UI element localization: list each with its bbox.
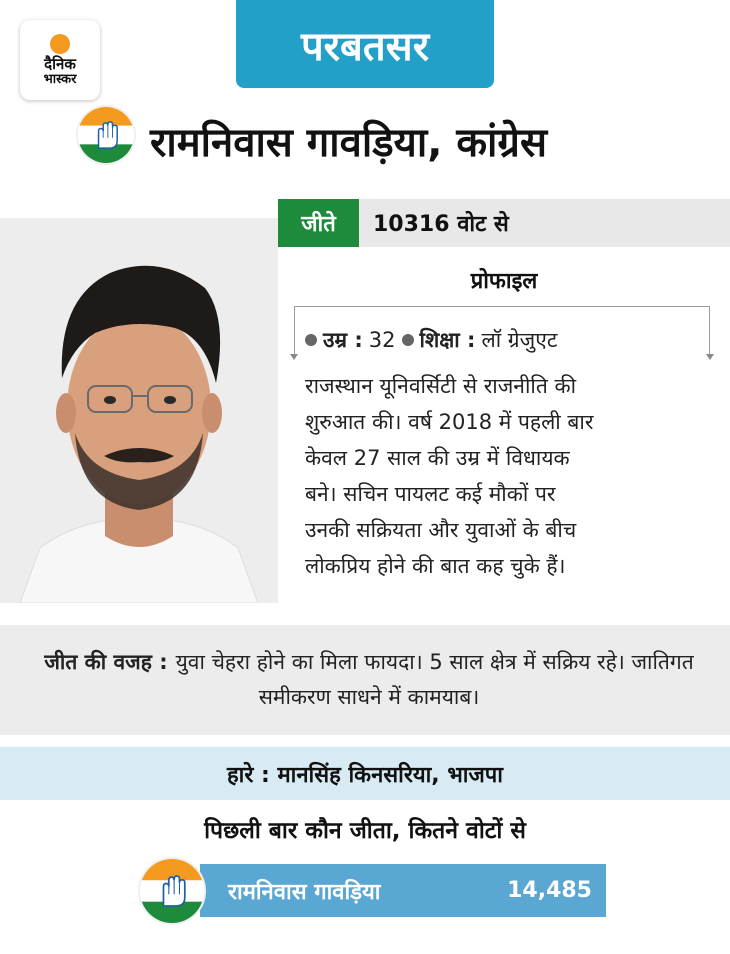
logo-line-1: दैनिक: [44, 54, 76, 73]
profile-heading: प्रोफाइल: [470, 269, 538, 294]
win-margin: 10316 वोट से: [373, 212, 509, 237]
bio-line: लोकप्रिय होने की बात कह चुके हैं।: [305, 554, 566, 578]
previous-result-heading: पिछली बार कौन जीता, कितने वोटों से: [204, 818, 526, 844]
previous-winner-bar: [200, 864, 606, 917]
sun-icon: [50, 34, 70, 54]
bio-line: राजस्थान यूनिवर्सिटी से राजनीति की: [305, 374, 577, 398]
logo-line-2: भास्कर: [43, 71, 77, 87]
arrow-down-icon: [290, 354, 298, 360]
loser-strip: [0, 747, 730, 800]
profile-bio: [305, 368, 720, 584]
constituency-banner: [236, 0, 494, 88]
bullet-icon: [402, 334, 414, 346]
bio-line: बने। सचिन पायलट कई मौकों पर: [305, 482, 556, 506]
congress-hand-symbol-icon: [138, 857, 206, 925]
profile-facts: [305, 322, 563, 358]
win-reason-label: जीत की वजह :: [44, 650, 168, 674]
bio-line: शुरुआत की। वर्ष 2018 में पहली बार: [305, 410, 594, 434]
dainik-bhaskar-logo: [20, 20, 100, 100]
previous-winner-name: रामनिवास गावड़िया: [228, 879, 381, 905]
constituency-name: परबतसर: [300, 23, 430, 70]
education-value: लॉ ग्रेजुएट: [481, 328, 558, 352]
bio-line: उनकी सक्रियता और युवाओं के बीच: [305, 518, 577, 542]
arrow-down-icon: [706, 354, 714, 360]
bullet-icon: [305, 334, 317, 346]
age-value: 32: [368, 328, 396, 352]
win-reason-box: [0, 625, 730, 735]
previous-winner-votes: 14,485: [507, 878, 592, 903]
winner-title: रामनिवास गावड़िया, कांग्रेस: [150, 119, 548, 166]
age-label: उम्र :: [323, 328, 363, 352]
result-strip: [278, 199, 730, 247]
candidate-photo: [0, 218, 278, 603]
loser-text: हारे : मानसिंह किनसरिया, भाजपा: [227, 762, 503, 788]
win-reason-text: युवा चेहरा होने का मिला फायदा। 5 साल क्षेत्र में सक्रिय रहे। जातिगत समीकरण साधने में कामयाब।: [175, 650, 694, 709]
won-tag: जीते: [278, 199, 359, 247]
education-label: शिक्षा :: [419, 328, 476, 352]
congress-hand-symbol-icon: [76, 105, 136, 165]
bio-line: केवल 27 साल की उम्र में विधायक: [305, 446, 570, 470]
